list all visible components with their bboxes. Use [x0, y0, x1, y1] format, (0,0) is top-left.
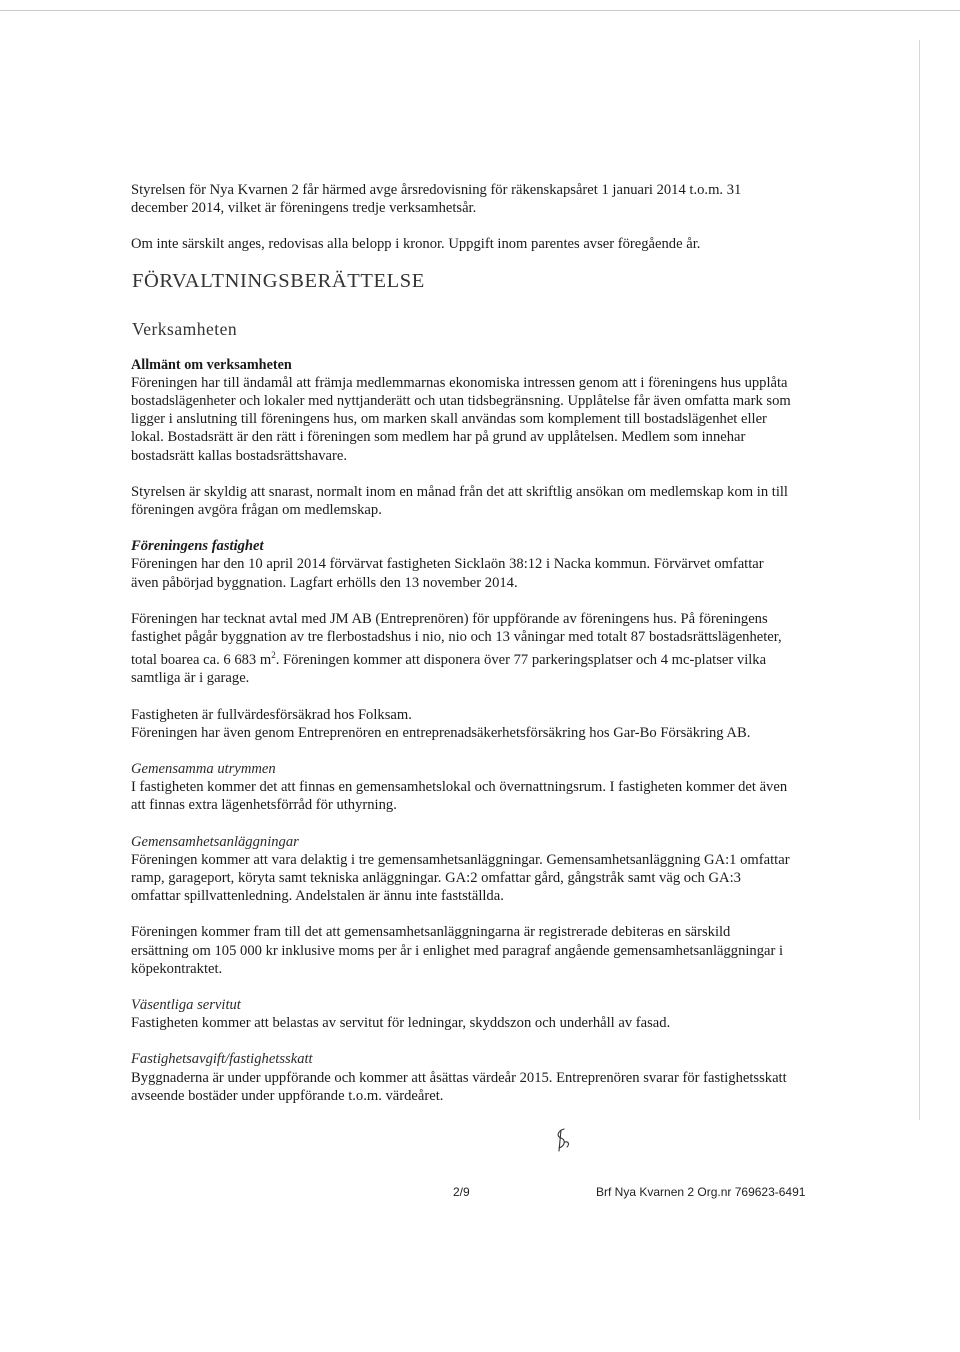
- paragraph-fastighet-3a: Fastigheten är fullvärdesförsäkrad hos Folksam.: [131, 706, 412, 723]
- paragraph-skatt: Byggnaderna är under uppförande och kommer att åsättas värdeår 2015. Entreprenören svarar för fastighetsskatt avseende bostäder under uppförande t.o.m. värdeåret.: [131, 1069, 787, 1104]
- handwritten-initials: [552, 1127, 574, 1153]
- intro-paragraph-1: Styrelsen för Nya Kvarnen 2 får härmed avge årsredovisning för räkenskapsåret 1 januari 2014 t.o.m. 31 december 2014, vilket är föreningens tredje verksamhetsår.: [131, 182, 742, 217]
- paragraph-fastighet-2: [131, 610, 791, 688]
- scan-edge-right: [919, 40, 920, 1120]
- intro-paragraph-2: Om inte särskilt anges, redovisas alla belopp i kronor. Uppgift inom parentes avser föregående år.: [131, 236, 701, 253]
- heading-allmant: Allmänt om verksamheten: [131, 356, 292, 373]
- paragraph-anlaggningar-2: Föreningen kommer fram till det att gemensamhetsanläggningarna är registrerade debiteras en särskild ersättning om 105 000 kr inklusive moms per år i enlighet med paragraf angående gemensamhetsanläggningar i köpekontraktet.: [131, 924, 784, 977]
- paragraph-servitut: Fastigheten kommer att belastas av servitut för ledningar, skyddszon och underhåll av fasad.: [131, 1015, 671, 1032]
- paragraph-allmant-1: Föreningen har till ändamål att främja medlemmarnas ekonomiska intressen genom att i föreningens hus upplåta bostadslägenheter och lokaler med nyttjanderätt och utan tidsbegränsning. Upplåtelse får även omfatta mark som ligger i anslutning till föreningens hus, om marken skall användas som komplement till bostadslägenhet eller lokal. Bostadsrätt är den rätt i föreningen som medlem har på grund av upplåtelsen. Medlem som innehar bostadsrätt kallas bostadsrättshavare.: [131, 374, 791, 464]
- document-body: [131, 181, 791, 1105]
- heading-skatt: Fastighetsavgift/fastighetsskatt: [131, 1051, 313, 1068]
- section-title: Verksamheten: [132, 318, 238, 339]
- paragraph-fastighet-3b: Föreningen har även genom Entreprenören en entreprenadsäkerhetsförsäkring hos Gar-Bo Försäkring AB.: [131, 724, 751, 741]
- heading-utrymmen: Gemensamma utrymmen: [131, 760, 276, 777]
- paragraph-fastighet-2b: . Föreningen kommer att disponera över 77 parkeringsplatser och 4 mc-platser vilka samtliga är i garage.: [131, 652, 767, 687]
- scan-edge-top: [0, 10, 960, 11]
- heading-servitut: Väsentliga servitut: [131, 996, 241, 1013]
- heading-fastighet: Föreningens fastighet: [131, 538, 264, 555]
- footer-org-number: Brf Nya Kvarnen 2 Org.nr 769623-6491: [596, 1185, 806, 1199]
- paragraph-fastighet-2a: Föreningen har tecknat avtal med JM AB (Entreprenören) för uppförande av föreningens hus. På föreningens fastighet pågår byggnation av tre flerbostadshus i nio, nio och 13 våningar med totalt 87 bostadsrättslägenheter, total boarea ca. 6 683 m: [131, 610, 782, 669]
- heading-anlaggningar: Gemensamhetsanläggningar: [131, 833, 299, 850]
- superscript-2: 2: [271, 650, 276, 661]
- paragraph-anlaggningar-1: Föreningen kommer att vara delaktig i tre gemensamhetsanläggningar. Gemensamhetsanläggning GA:1 omfattar ramp, garageport, köryta samt tekniska anläggningar. GA:2 omfattar gård, gångstråk samt väg och GA:3 omfattar spillvattenledning. Andelstalen är ännu inte fastställda.: [131, 851, 790, 905]
- paragraph-utrymmen: I fastigheten kommer det att finnas en gemensamhetslokal och övernattningsrum. I fastigheten kommer det även att finnas extra lägenhetsförråd för uthyrning.: [131, 779, 788, 814]
- page-number: 2/9: [453, 1185, 470, 1199]
- paragraph-allmant-2: Styrelsen är skyldig att snarast, normalt inom en månad från det att skriftlig ansökan om medlemskap kom in till föreningen avgöra frågan om medlemskap.: [131, 483, 788, 519]
- document-title: FÖRVALTNINGSBERÄTTELSE: [132, 269, 425, 292]
- paragraph-fastighet-1: Föreningen har den 10 april 2014 förvärvat fastigheten Sicklaön 38:12 i Nacka kommun. Förvärvet omfattar även påbörjad byggnation. Lagfart erhölls den 13 november 2014.: [131, 556, 764, 591]
